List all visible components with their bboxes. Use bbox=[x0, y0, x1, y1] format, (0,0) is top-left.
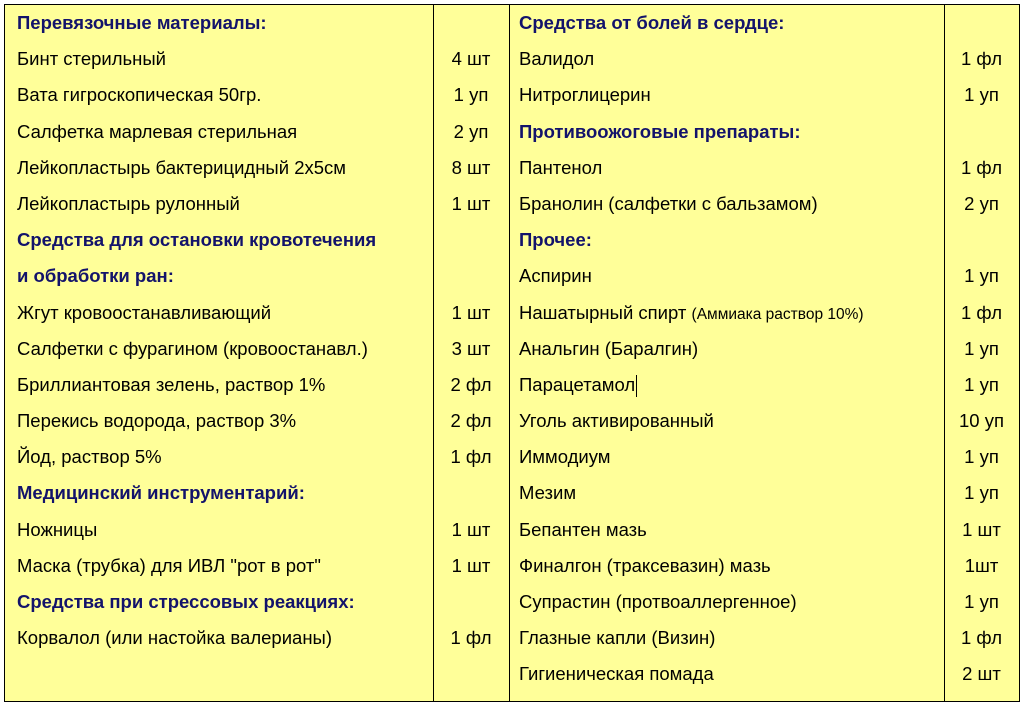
text-cursor bbox=[636, 375, 637, 397]
item-quantity: 2 уп bbox=[453, 120, 489, 142]
item-name-text: Аспирин bbox=[519, 265, 592, 287]
right-item-names bbox=[519, 5, 941, 693]
item-name-text: Глазные капли (Визин) bbox=[519, 627, 716, 649]
item-quantity bbox=[433, 475, 509, 511]
item-name-text: Парацетамол bbox=[519, 373, 636, 395]
item-name-text: Мезим bbox=[519, 482, 577, 504]
item-name-text: Уголь активированный bbox=[519, 410, 714, 432]
item-quantity: 1 уп bbox=[964, 591, 999, 612]
item-quantity: 1 уп bbox=[964, 84, 999, 106]
item-quantity: 8 шт bbox=[451, 156, 491, 178]
item-name-text: Йод, раствор 5% bbox=[17, 446, 162, 468]
left-item-names bbox=[17, 5, 431, 656]
item-name-text: Бепантен мазь bbox=[519, 518, 647, 540]
item-quantity bbox=[944, 5, 1019, 41]
section-heading bbox=[17, 475, 431, 511]
item-quantity: 1 фл bbox=[960, 627, 1003, 649]
item-quantity: 1 уп bbox=[964, 446, 999, 468]
item-name bbox=[519, 620, 941, 656]
item-quantity: 1 уп bbox=[964, 373, 999, 395]
right-item-quantities bbox=[944, 5, 1019, 693]
item-quantity: 1 фл bbox=[960, 156, 1003, 178]
item-quantity: 1 шт bbox=[451, 301, 491, 323]
item-quantity: 1 фл bbox=[960, 301, 1003, 323]
item-quantity bbox=[433, 5, 509, 41]
item-quantity: 4 шт bbox=[451, 48, 491, 70]
item-quantity: 1 фл bbox=[450, 446, 492, 468]
item-name bbox=[17, 439, 431, 475]
item-name-text: Жгут кровоостанавливающий bbox=[17, 301, 272, 323]
item-name-text: Салфетка марлевая стерильная bbox=[17, 120, 298, 142]
item-name bbox=[519, 656, 941, 692]
item-quantity: 1шт bbox=[964, 554, 999, 576]
item-quantity: 1 шт bbox=[451, 192, 491, 214]
item-name-text: Лейкопластырь рулонный bbox=[17, 192, 240, 214]
item-name-text: Маска (трубка) для ИВЛ "рот в рот" bbox=[17, 554, 321, 576]
item-name-text: Пантенол bbox=[519, 156, 603, 178]
item-quantity: 1 шт bbox=[451, 518, 491, 540]
first-aid-kit-table bbox=[4, 4, 1020, 702]
section-heading-text: Перевязочные материалы: bbox=[17, 12, 267, 33]
item-quantity: 1 уп bbox=[964, 265, 999, 287]
item-name bbox=[519, 295, 941, 331]
item-quantity: 1 фл bbox=[960, 48, 1003, 70]
item-name bbox=[519, 331, 941, 367]
item-quantity: 2 фл bbox=[450, 410, 492, 432]
item-name-text: Вата гигроскопическая 50гр. bbox=[17, 84, 262, 106]
left-item-quantities bbox=[433, 5, 509, 656]
item-name-text: Валидол bbox=[519, 48, 595, 70]
section-heading bbox=[519, 222, 941, 258]
item-quantity: 2 фл bbox=[450, 373, 492, 395]
section-heading-text: Средства для остановки кровотечения bbox=[17, 229, 377, 251]
item-name-text: Финалгон (траксевазин) мазь bbox=[519, 554, 771, 576]
section-heading bbox=[519, 5, 941, 41]
item-name-text: Нитроглицерин bbox=[519, 84, 651, 106]
item-name-text: Салфетки с фурагином (кровоостанавл.) bbox=[17, 337, 368, 359]
item-name bbox=[17, 77, 431, 113]
item-name-text: Бриллиантовая зелень, раствор 1% bbox=[17, 373, 326, 395]
item-note: (Аммиака раствор 10%) bbox=[691, 305, 864, 323]
item-quantity: 1 уп bbox=[453, 84, 489, 106]
item-name bbox=[519, 186, 941, 222]
section-heading-text: Прочее: bbox=[519, 229, 592, 251]
section-heading bbox=[17, 258, 431, 294]
item-name bbox=[17, 367, 431, 403]
item-name bbox=[519, 403, 941, 439]
item-name-text: Ножницы bbox=[17, 518, 98, 540]
section-heading-text: Противоожоговые препараты: bbox=[519, 120, 801, 142]
item-name bbox=[519, 367, 941, 403]
item-name bbox=[17, 41, 431, 77]
item-name bbox=[519, 475, 941, 511]
item-name bbox=[17, 548, 431, 584]
item-name bbox=[17, 114, 431, 150]
item-quantity bbox=[944, 222, 1019, 258]
item-name bbox=[17, 295, 431, 331]
item-quantity: 1 уп bbox=[964, 482, 999, 504]
item-name bbox=[17, 331, 431, 367]
item-quantity: 3 шт bbox=[451, 337, 491, 359]
item-quantity: 2 шт bbox=[962, 663, 1001, 685]
item-name bbox=[519, 150, 941, 186]
item-name bbox=[17, 620, 431, 656]
item-quantity bbox=[944, 114, 1019, 150]
item-name-text: Бранолин (салфетки с бальзамом) bbox=[519, 192, 818, 214]
item-name bbox=[519, 512, 941, 548]
item-name bbox=[17, 150, 431, 186]
item-name bbox=[519, 41, 941, 77]
item-quantity bbox=[433, 584, 509, 620]
item-name bbox=[519, 548, 941, 584]
item-name bbox=[17, 403, 431, 439]
item-name bbox=[519, 258, 941, 294]
section-heading-text: Средства от болей в сердце: bbox=[519, 12, 785, 33]
item-quantity: 1 шт bbox=[962, 518, 1001, 540]
item-name-text: Анальгин (Баралгин) bbox=[519, 337, 699, 359]
section-heading bbox=[17, 5, 431, 41]
item-name-text: Супрастин (протвоаллергенное) bbox=[519, 591, 797, 612]
section-heading-text: Средства при стрессовых реакциях: bbox=[17, 591, 355, 612]
item-name bbox=[17, 186, 431, 222]
item-quantity: 1 шт bbox=[451, 554, 491, 576]
item-name-text: Гигиеническая помада bbox=[519, 663, 714, 685]
item-quantity bbox=[433, 222, 509, 258]
section-heading bbox=[17, 222, 431, 258]
item-quantity: 1 уп bbox=[964, 337, 999, 359]
item-name-text: Лейкопластырь бактерицидный 2х5см bbox=[17, 156, 346, 178]
item-name bbox=[519, 584, 941, 620]
column-divider bbox=[509, 5, 510, 701]
item-name bbox=[519, 439, 941, 475]
item-quantity: 10 уп bbox=[959, 410, 1004, 432]
item-name bbox=[519, 77, 941, 113]
item-quantity bbox=[433, 258, 509, 294]
item-name-text: Перекись водорода, раствор 3% bbox=[17, 410, 297, 432]
section-heading-text: Медицинский инструментарий: bbox=[17, 482, 305, 504]
item-name bbox=[17, 512, 431, 548]
item-quantity: 2 уп bbox=[964, 192, 999, 214]
section-heading-text: и обработки ран: bbox=[17, 265, 174, 287]
item-name-text: Бинт стерильный bbox=[17, 48, 167, 70]
section-heading bbox=[519, 114, 941, 150]
item-name-text: Корвалол (или настойка валерианы) bbox=[17, 627, 332, 649]
item-quantity: 1 фл bbox=[450, 627, 492, 649]
section-heading bbox=[17, 584, 431, 620]
item-name-text: Нашатырный спирт bbox=[519, 301, 687, 323]
item-name-text: Иммодиум bbox=[519, 446, 611, 468]
